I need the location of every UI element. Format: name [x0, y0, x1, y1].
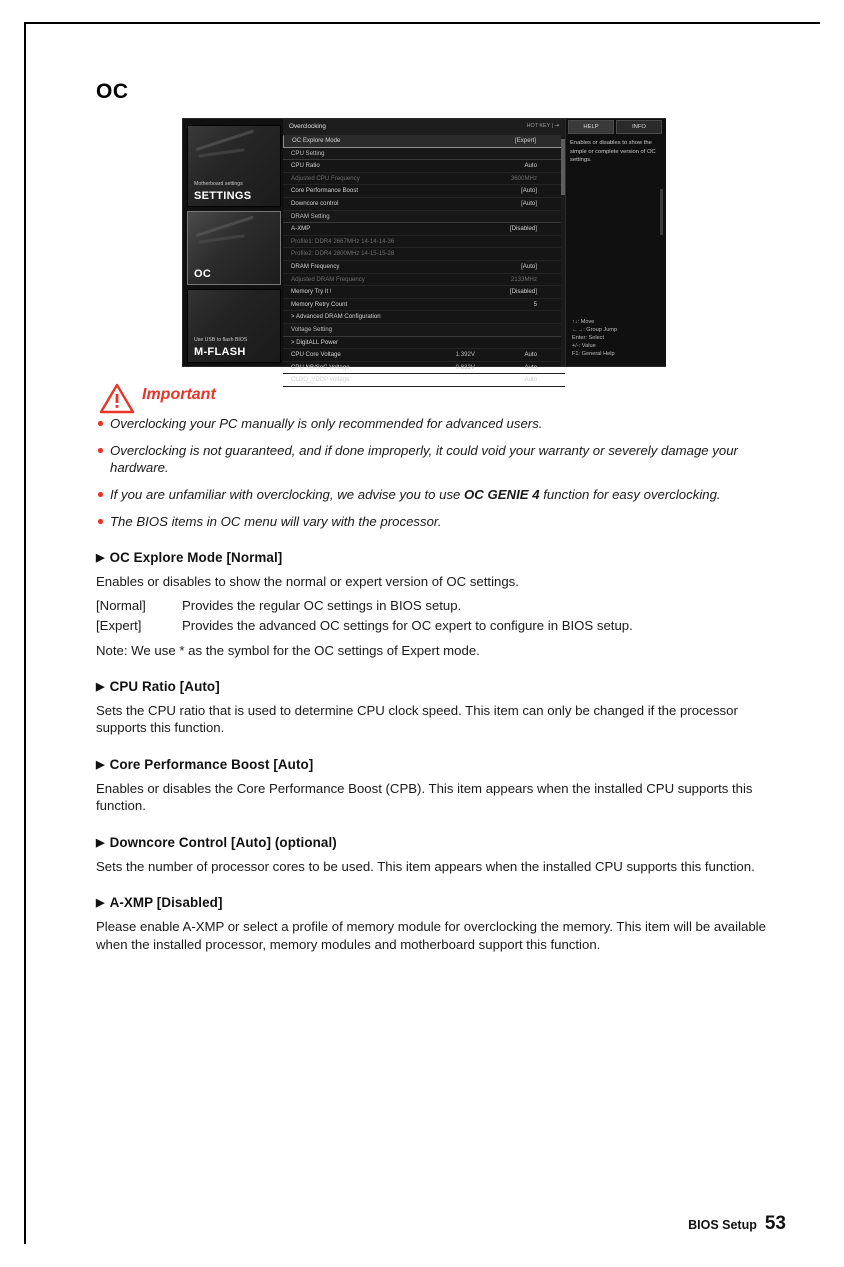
bullet3-bold: OC GENIE 4	[464, 487, 540, 502]
bios-row-adjusted-dram-frequency	[283, 274, 565, 287]
important-header	[96, 383, 786, 413]
option-desc: Provides the advanced OC settings for OC expert to configure in BIOS setup.	[182, 617, 633, 633]
wrench-icon	[196, 130, 264, 184]
bios-row-label: Adjusted CPU Frequency	[291, 174, 360, 182]
bios-row-value: Auto	[524, 363, 537, 371]
triangle-right-icon: ▶	[96, 758, 105, 771]
bios-nav-mflash-label: M-FLASH	[194, 346, 246, 358]
key-hint-select: Enter: Select	[572, 335, 605, 341]
bios-group-voltage-setting	[283, 324, 565, 337]
bios-key-hints	[572, 318, 617, 358]
bios-row-label: DRAM Frequency	[291, 262, 340, 270]
item-body: Please enable A-XMP or select a profile of memory module for overclocking the memory. This item will be available when the installed processor, memory modules and motherboard support this function.	[96, 919, 766, 952]
tab-info[interactable]: INFO	[616, 120, 662, 134]
bios-row-label: DRAM Setting	[291, 212, 330, 220]
item-note: Note: We use * as the symbol for the OC settings of Expert mode.	[96, 642, 480, 658]
bios-row-value: [Auto]	[521, 187, 537, 195]
bios-nav-settings-label: SETTINGS	[194, 190, 252, 202]
item-a-xmp	[96, 895, 786, 953]
bios-row-cpu-nb-soc-voltage[interactable]	[283, 362, 565, 375]
item-downcore-control	[96, 835, 786, 876]
important-bullet-3	[96, 486, 786, 503]
item-body: Enables or disables the Core Performance Boost (CPB). This item appears when the installed CPU supports this function.	[96, 780, 753, 813]
bios-row-value: [Disabled]	[509, 288, 537, 296]
bios-row-current-value: 0.832V	[455, 363, 475, 371]
bios-row-label: Memory Try It !	[291, 288, 332, 296]
item-heading	[96, 550, 786, 565]
important-bullet-1: Overclocking your PC manually is only recommended for advanced users.	[96, 415, 786, 432]
item-heading	[96, 835, 786, 850]
bios-row-label: CPU Ratio	[291, 162, 320, 170]
option-key: [Normal]	[96, 597, 146, 613]
key-hint-value: +/-: Value	[572, 343, 596, 349]
bios-setting-list	[283, 135, 565, 387]
bios-row-cpu-core-voltage[interactable]	[283, 349, 565, 362]
bios-row-current-value: 1.392V	[455, 351, 475, 359]
bios-nav-oc[interactable]	[187, 211, 281, 285]
item-core-performance-boost	[96, 757, 786, 815]
option-row-normal	[96, 597, 786, 615]
item-heading-text: A-XMP [Disabled]	[109, 895, 223, 910]
bios-group-dram-setting	[283, 211, 565, 224]
bios-row-memory-try-it[interactable]	[283, 286, 565, 299]
bios-section-title: Overclocking	[289, 123, 326, 130]
bios-row-label: Core Performance Boost	[291, 187, 359, 195]
page-content	[96, 80, 786, 953]
bios-row-memory-retry-count[interactable]	[283, 299, 565, 312]
footer-label: BIOS Setup	[688, 1218, 757, 1232]
tab-help[interactable]: HELP	[568, 120, 614, 134]
item-heading-text: Core Performance Boost [Auto]	[109, 756, 314, 772]
bios-row-value: [Expert]	[515, 137, 536, 144]
bios-nav-settings-sub: Motherboard settings	[194, 181, 243, 187]
bios-row-value: 5	[533, 300, 537, 308]
bios-nav-mflash[interactable]	[187, 289, 281, 363]
page-title: OC	[96, 80, 129, 103]
bios-topbar	[283, 119, 565, 136]
bios-row-label: CPU Core Voltage	[291, 351, 341, 359]
bios-row-label: Adjusted DRAM Frequency	[291, 275, 365, 283]
wrench-icon-2	[196, 216, 264, 270]
item-oc-explore-mode	[96, 550, 786, 659]
triangle-right-icon: ▶	[96, 836, 105, 849]
item-heading-text: Downcore Control [Auto] (optional)	[109, 834, 337, 850]
bios-nav-settings[interactable]	[187, 125, 281, 207]
bios-row-label: Profile1: DDR4 2667MHz 14-14-14-36	[291, 237, 395, 245]
bios-row-value: 3600MHz	[510, 174, 537, 182]
page-border-top	[24, 22, 820, 24]
page-footer	[688, 1213, 786, 1235]
bios-main-pane	[283, 119, 565, 384]
bios-row-profile1	[283, 236, 565, 249]
bios-row-label: OC Explore Mode	[292, 137, 341, 144]
bios-row-advanced-dram-configuration[interactable]	[283, 311, 565, 324]
important-bullet-list	[96, 415, 786, 530]
bios-row-value: [Disabled]	[509, 225, 537, 233]
bios-row-label: Memory Retry Count	[291, 300, 348, 308]
item-heading-text: CPU Ratio [Auto]	[109, 678, 220, 694]
bios-left-nav	[183, 119, 283, 366]
item-body: Sets the CPU ratio that is used to determine CPU clock speed. This item can only be changed if the processor supports this function.	[96, 702, 738, 735]
bios-nav-oc-label: OC	[194, 268, 212, 280]
bios-row-label: CPU Setting	[291, 149, 325, 157]
bullet3-pre: If you are unfamiliar with overclocking, we advise you to use	[110, 487, 465, 502]
bios-help-text: Enables or disables to show the simple or complete version of OC settings.	[570, 140, 656, 163]
triangle-right-icon: ▶	[96, 897, 105, 909]
item-heading	[96, 895, 786, 910]
bios-nav-mflash-sub: Use USB to flash BIOS	[194, 337, 248, 343]
bios-row-value: Auto	[524, 351, 537, 359]
item-heading	[96, 757, 786, 772]
important-bullet-4: The BIOS items in OC menu will vary with the processor.	[96, 513, 786, 530]
bios-row-label: A-XMP	[291, 225, 311, 233]
important-label: Important	[142, 386, 216, 403]
bios-row-value: Auto	[524, 162, 537, 170]
triangle-right-icon: ▶	[96, 552, 105, 564]
item-body: Sets the number of processor cores to be used. This item appears when the installed CPU supports this function.	[96, 858, 755, 874]
bios-row-adjusted-cpu-frequency	[283, 173, 565, 186]
bios-row-a-xmp[interactable]	[283, 223, 565, 236]
bios-row-label: Voltage Setting	[291, 325, 332, 333]
bios-row-oc-explore-mode[interactable]	[283, 135, 565, 148]
key-hint-group-jump: ←→: Group Jump	[572, 327, 618, 333]
option-row-expert	[96, 617, 786, 635]
bios-row-label: > DigitALL Power	[291, 338, 339, 346]
warning-triangle-icon	[99, 383, 135, 413]
bios-row-cpu-ratio[interactable]	[283, 160, 565, 173]
bios-row-core-performance-boost[interactable]	[283, 185, 565, 198]
page-number: 53	[764, 1213, 786, 1234]
page-border-left	[24, 22, 26, 1244]
bios-hotkey-label: HOT KEY | ⇥	[526, 123, 559, 129]
bios-row-value: [Auto]	[521, 262, 537, 270]
bios-row-label: > Advanced DRAM Configuration	[291, 313, 381, 321]
triangle-right-icon: ▶	[96, 680, 105, 693]
bios-help-tabs	[566, 119, 666, 133]
bios-help-pane	[565, 119, 666, 366]
bios-row-value: 2133MHz	[510, 275, 537, 283]
important-bullet-2: Overclocking is not guaranteed, and if done improperly, it could void your warranty or severely damage your hardware.	[96, 442, 786, 476]
bios-row-downcore-control[interactable]	[283, 198, 565, 211]
bios-row-label: CPU NB/SoC Voltage	[291, 363, 350, 371]
item-heading-text: OC Explore Mode [Normal]	[109, 550, 283, 565]
item-heading	[96, 679, 786, 694]
bullet3-post: function for easy overclocking.	[539, 487, 721, 502]
bios-row-value: [Auto]	[521, 199, 537, 207]
option-desc: Provides the regular OC settings in BIOS setup.	[182, 597, 462, 613]
item-option-list	[96, 597, 786, 635]
option-key: [Expert]	[96, 617, 142, 633]
key-hint-general-help: F1: General Help	[572, 351, 615, 357]
bios-screenshot-figure	[182, 118, 666, 384]
bios-row-label: Downcore control	[291, 199, 339, 207]
bios-group-cpu-setting	[283, 148, 565, 161]
bios-row-profile2	[283, 248, 565, 261]
item-cpu-ratio	[96, 679, 786, 737]
bios-row-digitall-power[interactable]	[283, 337, 565, 350]
bios-row-label: CLDO_VDDP voltage	[291, 376, 350, 384]
bios-row-value: Auto	[524, 376, 537, 384]
bios-row-label: Profile2: DDR4 2800MHz 14-15-15-28	[291, 250, 395, 258]
bios-help-rail	[660, 189, 663, 235]
bios-row-dram-frequency[interactable]	[283, 261, 565, 274]
item-body: Enables or disables to show the normal or expert version of OC settings.	[96, 574, 519, 589]
key-hint-move: ↑↓: Move	[572, 319, 595, 325]
